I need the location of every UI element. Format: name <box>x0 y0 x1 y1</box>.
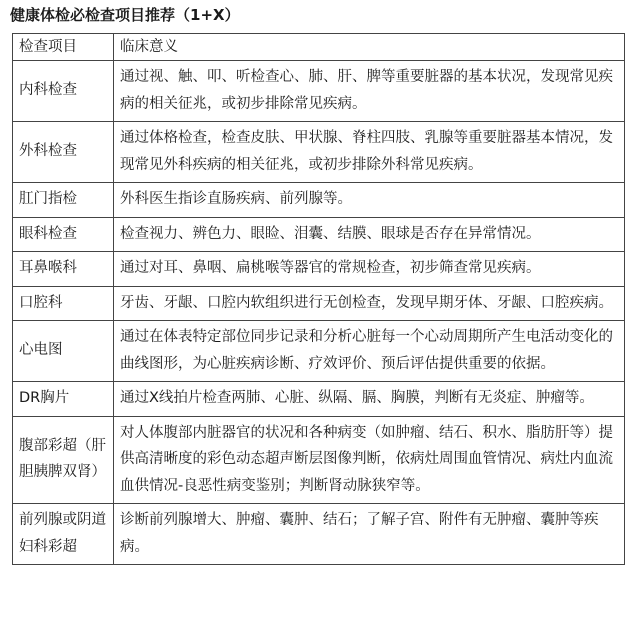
table-row <box>13 416 625 504</box>
item-desc: 检查视力、辨色力、眼睑、泪囊、结膜、眼球是否存在异常情况。 <box>114 217 625 252</box>
item-desc: 通过体格检查，检查皮肤、甲状腺、脊柱四肢、乳腺等重要脏器基本情况，发现常见外科疾病的相关征兆，或初步排除外科常见疾病。 <box>114 122 625 183</box>
item-name: 外科检查 <box>13 122 114 183</box>
item-desc: 诊断前列腺增大、肿瘤、囊肿、结石；了解子宫、附件有无肿瘤、囊肿等疾病。 <box>114 504 625 565</box>
item-name: 眼科检查 <box>13 217 114 252</box>
table-row <box>13 382 625 417</box>
checkup-table <box>12 33 625 565</box>
item-name: 前列腺或阴道妇科彩超 <box>13 504 114 565</box>
table-row <box>13 122 625 183</box>
table-row <box>13 61 625 122</box>
item-name: 腹部彩超（肝胆胰脾双肾） <box>13 416 114 504</box>
item-name: 口腔科 <box>13 286 114 321</box>
item-name: 心电图 <box>13 321 114 382</box>
item-desc: 对人体腹部内脏器官的状况和各种病变（如肿瘤、结石、积水、脂肪肝等）提供高清晰度的彩色动态超声断层图像判断，依病灶周围血管情况、病灶内血流血供情况-良恶性病变鉴别；判断肾动脉狭窄等。 <box>114 416 625 504</box>
table-row <box>13 183 625 218</box>
table-row <box>13 504 625 565</box>
table-row <box>13 217 625 252</box>
item-desc: 牙齿、牙龈、口腔内软组织进行无创检查，发现早期牙体、牙龈、口腔疾病。 <box>114 286 625 321</box>
item-name: DR胸片 <box>13 382 114 417</box>
page-title: 健康体检必检查项目推荐（1+X） <box>10 6 240 24</box>
item-desc: 通过X线拍片检查两肺、心脏、纵隔、膈、胸膜，判断有无炎症、肿瘤等。 <box>114 382 625 417</box>
item-desc: 通过视、触、叩、听检查心、肺、肝、脾等重要脏器的基本状况，发现常见疾病的相关征兆，或初步排除常见疾病。 <box>114 61 625 122</box>
header-item: 检查项目 <box>13 34 114 61</box>
item-desc: 通过在体表特定部位同步记录和分析心脏每一个心动周期所产生电活动变化的曲线图形，为心脏疾病诊断、疗效评价、预后评估提供重要的依据。 <box>114 321 625 382</box>
table-header-row <box>13 34 625 61</box>
item-name: 耳鼻喉科 <box>13 252 114 287</box>
item-name: 内科检查 <box>13 61 114 122</box>
header-meaning: 临床意义 <box>114 34 625 61</box>
table-row <box>13 286 625 321</box>
table-row <box>13 252 625 287</box>
item-desc: 通过对耳、鼻咽、扁桃喉等器官的常规检查，初步筛查常见疾病。 <box>114 252 625 287</box>
item-name: 肛门指检 <box>13 183 114 218</box>
table-row <box>13 321 625 382</box>
item-desc: 外科医生指诊直肠疾病、前列腺等。 <box>114 183 625 218</box>
